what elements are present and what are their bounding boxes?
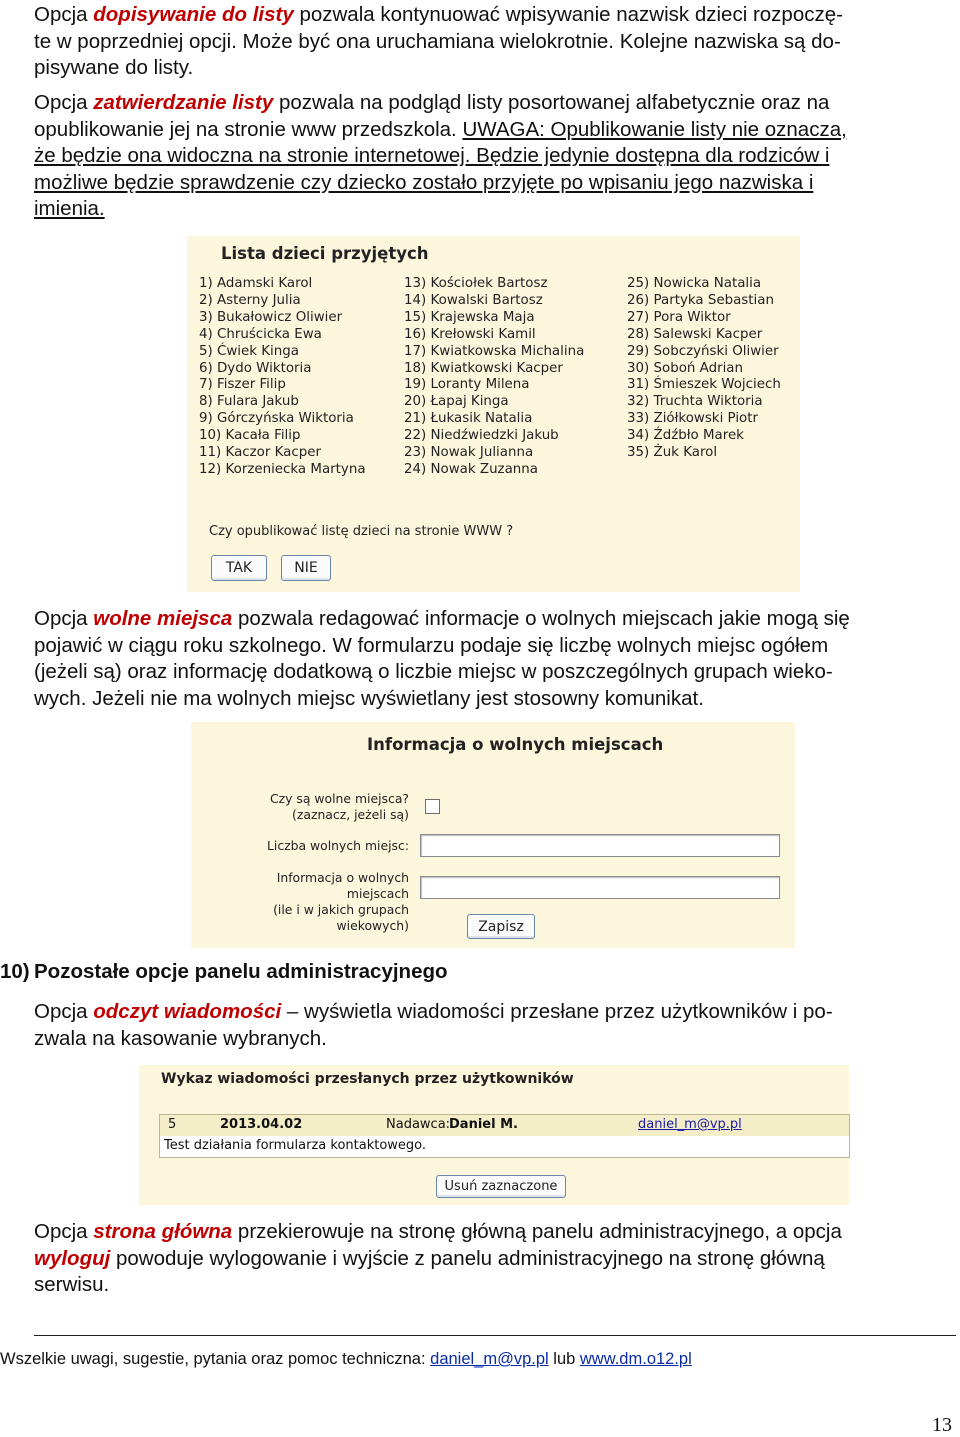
list-item: 19) Loranty Milena [404, 377, 530, 393]
list-item: 32) Truchta Wiktoria [627, 394, 763, 410]
message-body-row [159, 1136, 850, 1158]
text-run: pojawić w ciągu roku szkolnego. W formularzu podaje się liczbę wolnych miejsc ogółem [34, 633, 829, 657]
text-run: Opcja [34, 3, 94, 26]
text-run: Opcja [34, 607, 94, 630]
children-column-1 [199, 276, 366, 479]
list-item: 35) Żuk Karol [627, 445, 718, 461]
messages-panel [139, 1065, 849, 1205]
free-places-panel [191, 722, 795, 948]
text-run: pozwala na podgląd listy posortowanej alfabetycznie oraz na [273, 91, 830, 114]
yes-button[interactable]: TAK [211, 555, 267, 581]
list-item: 28) Salewski Kacper [627, 326, 763, 342]
list-item: 20) Łapaj Kinga [404, 394, 509, 410]
no-button[interactable]: NIE [281, 555, 331, 581]
list-item: 4) Chruścicka Ewa [199, 326, 322, 342]
list-item: 21) Łukasik Natalia [404, 411, 533, 427]
panel-title: Informacja o wolnych miejscach [367, 735, 664, 754]
paragraph-odczyt-wiadomosci [34, 999, 952, 1052]
highlight-dopisywanie-do-listy: dopisywanie do listy [93, 3, 294, 26]
text-run: Opcja [34, 91, 94, 114]
text-run: te w poprzedniej opcji. Może być ona uruchamiana wielokrotnie. Kolejne nazwiska są do- [34, 29, 841, 53]
list-item: 34) Źdźbło Marek [627, 428, 744, 444]
footer-text: Wszelkie uwagi, sugestie, pytania oraz pomoc techniczna: [0, 1350, 431, 1368]
list-item: 18) Kwiatkowski Kacper [404, 360, 563, 376]
warning-text: UWAGA: Opublikowanie listy nie oznacza, [462, 117, 847, 141]
list-item: 14) Kowalski Bartosz [404, 292, 543, 308]
list-item: 30) Soboń Adrian [627, 360, 743, 376]
list-item: 1) Adamski Karol [199, 276, 313, 291]
label-line: Informacja o wolnych miejscach [276, 870, 409, 901]
warning-text: imienia. [34, 197, 105, 220]
text-run: wych. Jeżeli nie ma wolnych miejsc wyświetlany jest stosowny komunikat. [34, 686, 704, 710]
text-run: zwala na kasowanie wybranych. [34, 1026, 327, 1050]
text-run: Opcja [34, 1220, 94, 1243]
message-id: 5 [168, 1117, 177, 1132]
list-item: 8) Fulara Jakub [199, 394, 299, 410]
footer-text: lub [548, 1350, 580, 1368]
text-run: Opcja [34, 1000, 94, 1023]
list-item: 25) Nowicka Natalia [627, 276, 762, 291]
message-header-row[interactable] [159, 1114, 850, 1137]
section-number: 10) [0, 960, 30, 983]
children-column-2 [404, 276, 584, 479]
footer-divider [34, 1335, 956, 1336]
sender-label: Nadawca: [386, 1117, 451, 1132]
footer [0, 1350, 692, 1369]
message-text: Test działania formularza kontaktowego. [164, 1138, 427, 1153]
list-item: 33) Ziółkowski Piotr [627, 411, 758, 427]
publish-question: Czy opublikować listę dzieci na stronie WWW ? [209, 524, 514, 539]
accepted-children-panel [187, 236, 800, 592]
text-run: pozwala redagować informacje o wolnych miejscach jakie mogą się [232, 607, 850, 630]
warning-text: że będzie ona widoczna na stronie internetowej. Będzie jedynie dostępna dla rodziców i [34, 144, 830, 167]
list-item: 22) Niedźwiedzki Jakub [404, 428, 559, 444]
text-run: – wyświetla wiadomości przesłane przez użytkowników i po- [281, 1000, 833, 1023]
list-item: 29) Sobczyński Oliwier [627, 343, 779, 359]
panel-title: Lista dzieci przyjętych [221, 244, 429, 263]
list-item: 23) Nowak Julianna [404, 445, 534, 461]
paragraph-zatwierdzanie [34, 90, 952, 223]
paragraph-strona-glowna [34, 1219, 952, 1299]
list-item: 2) Asterny Julia [199, 292, 301, 308]
free-places-count-label: Liczba wolnych miejsc: [266, 838, 409, 853]
footer-email-link[interactable]: daniel_m@vp.pl [430, 1350, 549, 1368]
text-run: serwisu. [34, 1273, 110, 1296]
list-item: 3) Bukałowicz Oliwier [199, 309, 343, 325]
text-run: przekierowuje na stronę główną panelu administracyjnego, a opcja [232, 1220, 842, 1243]
list-item: 27) Pora Wiktor [627, 309, 731, 325]
list-item: 16) Krełowski Kamil [404, 326, 536, 342]
list-item: 13) Kościołek Bartosz [404, 276, 548, 291]
list-item: 7) Fiszer Filip [199, 377, 286, 393]
sender-name: Daniel M. [449, 1117, 518, 1132]
list-item: 9) Górczyńska Wiktoria [199, 411, 354, 427]
message-date: 2013.04.02 [220, 1117, 303, 1132]
paragraph-dopisywanie [34, 2, 952, 82]
text-run: (jeżeli są) oraz informację dodatkową o liczbie miejsc w poszczególnych grupach wieko- [34, 660, 833, 683]
highlight-wyloguj: wyloguj [34, 1246, 111, 1270]
list-item: 31) Śmieszek Wojciech [627, 377, 781, 393]
panel-title: Wykaz wiadomości przesłanych przez użytkowników [161, 1071, 574, 1087]
free-places-checkbox-label [211, 791, 409, 823]
highlight-strona-glowna: strona główna [93, 1220, 233, 1243]
label-line: (ile i w jakich grupach wiekowych) [273, 902, 409, 933]
sender-email-link[interactable]: daniel_m@vp.pl [638, 1117, 742, 1132]
text-run: powoduje wylogowanie i wyjście z panelu administracyjnego na stronę główną [110, 1246, 825, 1270]
free-places-info-input[interactable] [420, 876, 780, 899]
text-run: opublikowanie jej na stronie www przedszkola. [34, 117, 463, 141]
footer-site-link[interactable]: www.dm.o12.pl [579, 1350, 692, 1368]
highlight-zatwierdzanie-listy: zatwierdzanie listy [93, 91, 274, 114]
list-item: 24) Nowak Zuzanna [404, 461, 538, 477]
text-run: pisywane do listy. [34, 56, 194, 79]
list-item: 5) Ćwiek Kinga [199, 343, 299, 359]
list-item: 11) Kaczor Kacper [199, 445, 321, 461]
free-places-count-input[interactable] [420, 834, 780, 857]
list-item: 15) Krajewska Maja [404, 309, 535, 325]
list-item: 10) Kacała Filip [199, 428, 301, 444]
delete-selected-button[interactable]: Usuń zaznaczone [436, 1175, 566, 1198]
text-run: pozwala kontynuować wpisywanie nazwisk dzieci rozpoczę- [293, 3, 843, 26]
highlight-odczyt-wiadomosci: odczyt wiadomości [93, 1000, 282, 1023]
paragraph-wolne-miejsca [34, 606, 952, 712]
list-item: 6) Dydo Wiktoria [199, 360, 312, 376]
save-button[interactable]: Zapisz [467, 914, 535, 939]
free-places-checkbox[interactable] [425, 799, 440, 814]
children-column-3 [627, 276, 781, 462]
list-item: 26) Partyka Sebastian [627, 292, 774, 308]
free-places-info-label [211, 870, 409, 934]
section-title: Pozostałe opcje panelu administracyjnego [34, 960, 448, 983]
highlight-wolne-miejsca: wolne miejsca [93, 607, 233, 630]
label-line: Czy są wolne miejsca? [269, 791, 409, 806]
warning-text: możliwe będzie sprawdzenie czy dziecko zostało przyjęte po wpisaniu jego nazwiska i [34, 170, 814, 194]
section-heading [0, 960, 448, 984]
list-item: 12) Korzeniecka Martyna [199, 461, 366, 477]
list-item: 17) Kwiatkowska Michalina [404, 343, 585, 359]
page-number: 13 [932, 1414, 952, 1436]
label-line: (zaznacz, jeżeli są) [292, 807, 409, 822]
